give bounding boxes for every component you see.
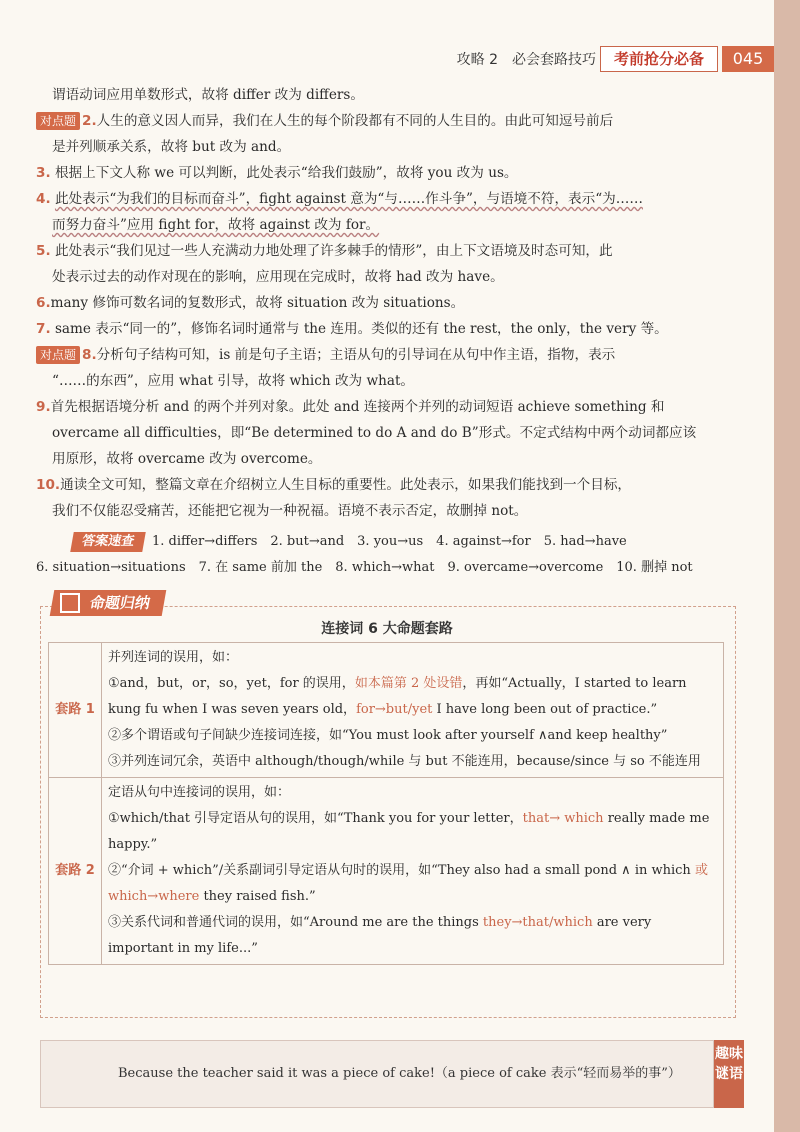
item-text: 而努力奋斗”应用 fight for，故将 against 改为 for。: [52, 217, 380, 233]
explanation-line: 是并列顺承关系，故将 but 改为 and。: [52, 139, 291, 155]
section-tag: 考前抢分必备: [600, 46, 718, 72]
point-highlight: they→that/which: [482, 915, 593, 930]
item-number: 2.: [82, 113, 97, 129]
item-number: 3.: [36, 165, 51, 181]
target-question-badge: 对点题: [36, 112, 80, 130]
riddle-answer: Because the teacher said it was a piece of cake!（a piece of cake 表示“轻而易举的事”）: [118, 1066, 681, 1081]
route-intro: 定语从句中连接词的误用，如：: [108, 785, 291, 800]
page-edge-strip: [774, 0, 800, 1132]
target-question-badge: 对点题: [36, 346, 80, 364]
item-text: 分析句子结构可知，is 前是句子主语；主语从句的引导词在从句中作主语，指物，表示: [96, 347, 616, 363]
item-text: 人生的意义因人而异，我们在人生的每个阶段都有不同的人生目的。由此可知逗号前后: [96, 113, 614, 129]
explanation-line: 我们不仅能忍受痛苦，还能把它视为一种祝福。语境不表示否定，故删掉 not。: [52, 503, 528, 519]
explanation-line: overcame all difficulties，即“Be determined to do A and do B”形式。不定式结构中两个动词都应该: [52, 425, 697, 441]
explanation-item-5: [36, 238, 736, 264]
explanation-line: 用原形，故将 overcame 改为 overcome。: [52, 451, 322, 467]
item-number: 10.: [36, 477, 61, 493]
explanation-item-6: [36, 290, 736, 316]
item-text: 根据上下文人称 we 可以判断，此处表示“给我们鼓励”，故将 you 改为 us。: [54, 165, 518, 181]
item-number: 7.: [36, 321, 51, 337]
table-row: [49, 643, 724, 778]
point-text: ③关系代词和普通代词的误用，如“Around me are the things: [108, 915, 483, 930]
point-highlight: 如本篇第 2 处设错: [354, 676, 463, 691]
item-number: 9.: [36, 399, 51, 415]
point-highlight: for→but/yet: [356, 702, 433, 717]
section-breadcrumb: 攻略 2 必会套路技巧: [456, 52, 596, 68]
item-number: 4.: [36, 191, 51, 207]
point-text: ①which/that 引导定语从句的误用，如“Thank you for your letter，: [108, 811, 523, 826]
route-point: [108, 671, 717, 723]
point-text: I have long been out of practice.”: [432, 702, 658, 717]
point-text: they raised fish.”: [199, 889, 316, 904]
explanation-list: [36, 82, 736, 581]
point-highlight: that→ which: [522, 811, 604, 826]
answer-line-2: 6. situation→situations 7. 在 same 前加 the 8. which→what 9. overcame→overcome 10. 删掉 not: [36, 560, 693, 575]
explanation-line: 谓语动词应用单数形式，故将 differ 改为 differs。: [52, 87, 364, 103]
item-number: 5.: [36, 243, 51, 259]
item-number: 8.: [82, 347, 97, 363]
item-text: 此处表示“为我们的目标而奋斗”，fight against 意为“与……作斗争”，与语境不符，表示“为……: [54, 191, 643, 207]
route-label: 套路 1: [49, 643, 102, 778]
route-point: ③并列连词冗余，英语中 although/though/while 与 but 不能连用，because/since 与 so 不能连用: [108, 754, 701, 769]
route-content: [102, 778, 724, 965]
explanation-line: 处表示过去的动作对现在的影响，应用现在完成时，故将 had 改为 have。: [52, 269, 504, 285]
explanation-item-7: [36, 316, 736, 342]
route-intro: 并列连词的误用，如：: [108, 650, 239, 665]
patterns-table: [48, 642, 724, 965]
page-header: [0, 44, 774, 74]
point-text: are very important in my life...”: [108, 915, 652, 956]
route-content: [102, 643, 724, 778]
point-text: really made me happy.”: [108, 811, 710, 852]
page-number: 045: [722, 46, 774, 72]
riddle-tab: 趣味谜语: [714, 1040, 744, 1108]
route-point: [108, 910, 717, 962]
answer-key: [36, 528, 736, 581]
route-point: [108, 806, 717, 858]
explanation-item-4: [36, 186, 736, 212]
explanation-item-2: [36, 108, 736, 134]
explanation-item-3: [36, 160, 736, 186]
summary-title: 命题归纳: [50, 590, 167, 616]
table-title: 连接词 6 大命题套路: [321, 621, 453, 637]
explanation-line: “……的东西”，应用 what 引导，故将 which 改为 what。: [52, 373, 415, 389]
item-text: 此处表示“我们见过一些人充满动力地处理了许多棘手的情形”，由上下文语境及时态可知，此: [54, 243, 613, 259]
edit-icon: [60, 593, 80, 613]
route-point: ②多个谓语或句子间缺少连接词连接，如“You must look after yourself ∧and keep healthy”: [108, 728, 668, 743]
explanation-item-10: [36, 472, 736, 498]
point-text: ①and，but，or，so，yet，for 的误用，: [108, 676, 355, 691]
item-text: many 修饰可数名词的复数形式，故将 situation 改为 situations。: [50, 295, 465, 311]
explanation-item-9: [36, 394, 736, 420]
point-highlight: 或 which→where: [108, 863, 708, 904]
answer-line-1: 1. differ→differs 2. but→and 3. you→us 4. against→for 5. had→have: [152, 534, 627, 549]
route-label: 套路 2: [49, 778, 102, 965]
answer-key-badge: 答案速查: [70, 532, 146, 552]
explanation-line: [36, 212, 736, 238]
item-number: 6.: [36, 295, 51, 311]
item-text: same 表示“同一的”，修饰名词时通常与 the 连用。类似的还有 the rest，the only，the very 等。: [54, 321, 668, 337]
item-text: 通读全文可知，整篇文章在介绍树立人生目标的重要性。此处表示，如果我们能找到一个目标，: [60, 477, 632, 493]
item-text: 首先根据语境分析 and 的两个并列对象。此处 and 连接两个并列的动词短语 achieve something 和: [50, 399, 665, 415]
table-row: [49, 778, 724, 965]
route-point: [108, 858, 717, 910]
explanation-item-8: [36, 342, 736, 368]
point-text: ，再如“Actually，I started to learn kung fu when I was seven years old，: [108, 676, 687, 717]
point-text: ②“介词 + which”/关系副词引导定语从句时的误用，如“They also had a small pond ∧ in which: [108, 863, 695, 878]
